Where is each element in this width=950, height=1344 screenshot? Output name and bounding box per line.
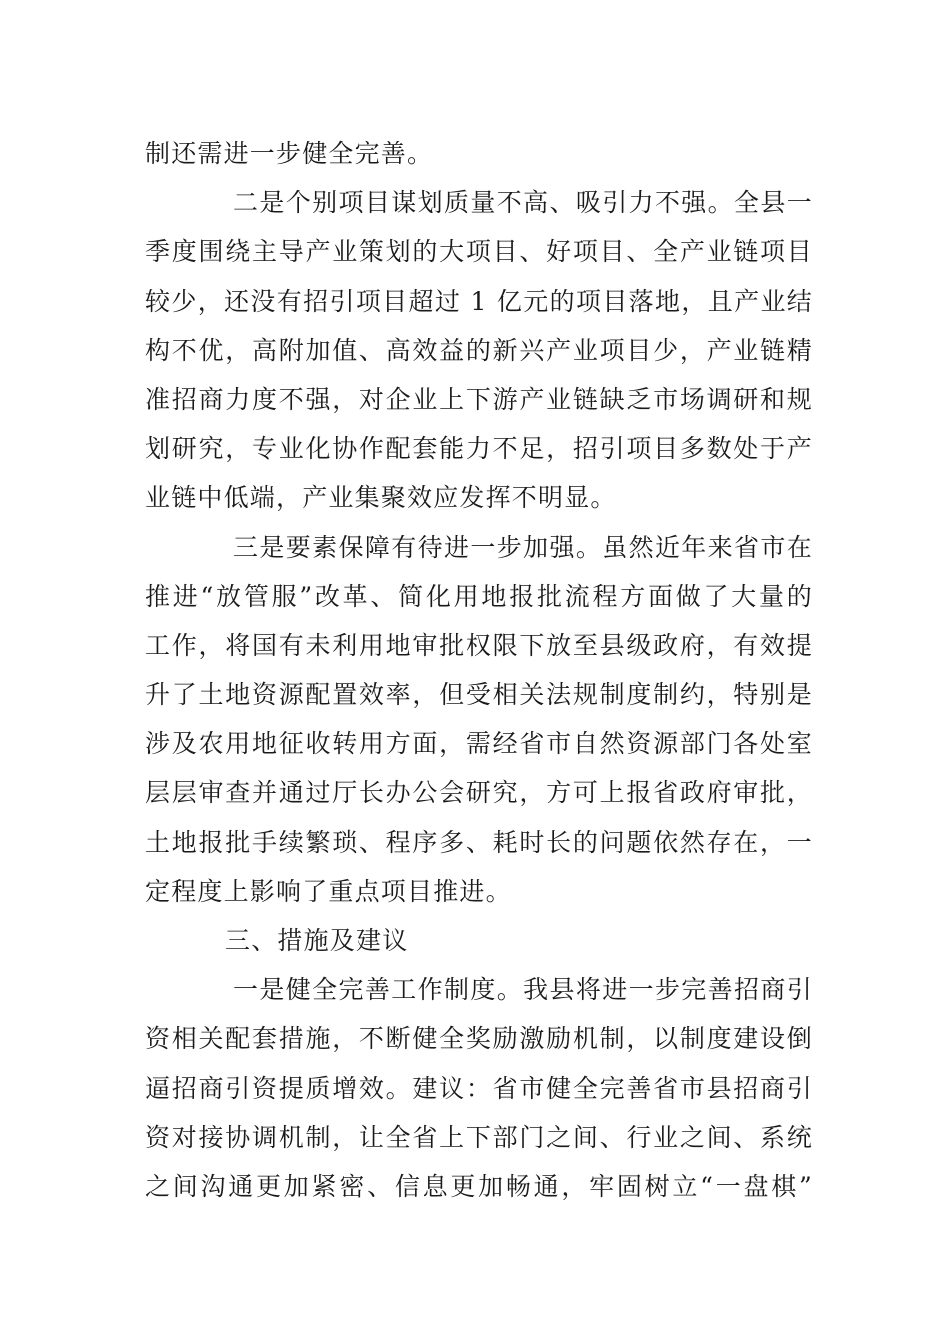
paragraph-line: 较少，还没有招引项目超过 1 亿元的项目落地，且产业结 bbox=[145, 286, 813, 316]
paragraph-line: 制还需进一步健全完善。 bbox=[145, 139, 434, 168]
paragraph-line: 定程度上影响了重点项目推进。 bbox=[145, 876, 512, 906]
paragraph-line: 逼招商引资提质增效。建议：省市健全完善省市县招商引 bbox=[145, 1073, 813, 1103]
paragraph-line: 土地报批手续繁琐、程序多、耗时长的问题依然存在，一 bbox=[145, 827, 813, 857]
section-heading: 三、措施及建议 bbox=[225, 926, 409, 955]
paragraph-line: 资相关配套措施，不断健全奖励激励机制，以制度建设倒 bbox=[145, 1024, 813, 1054]
paragraph-line: 层层审查并通过厅长办公会研究，方可上报省政府审批， bbox=[145, 778, 813, 808]
paragraph-line: 之间沟通更加紧密、信息更加畅通，牢固树立“一盘棋” bbox=[145, 1171, 813, 1201]
paragraph-line: 一是健全完善工作制度。我县将进一步完善招商引 bbox=[233, 975, 813, 1005]
paragraph-line: 划研究，专业化协作配套能力不足，招引项目多数处于产 bbox=[145, 434, 813, 464]
paragraph-line: 三是要素保障有待进一步加强。虽然近年来省市在 bbox=[233, 532, 813, 562]
document-body bbox=[145, 129, 813, 1211]
paragraph-line: 二是个别项目谋划质量不高、吸引力不强。全县一 bbox=[233, 188, 813, 218]
paragraph-line: 推进“放管服”改革、简化用地报批流程方面做了大量的 bbox=[145, 581, 813, 611]
paragraph-line: 业链中低端，产业集聚效应发挥不明显。 bbox=[145, 483, 617, 513]
paragraph-line: 升了土地资源配置效率，但受相关法规制度制约，特别是 bbox=[145, 680, 813, 710]
paragraph-line: 涉及农用地征收转用方面，需经省市自然资源部门各处室 bbox=[145, 729, 813, 759]
paragraph-line: 季度围绕主导产业策划的大项目、好项目、全产业链项目 bbox=[145, 237, 813, 267]
paragraph-line: 资对接协调机制，让全省上下部门之间、行业之间、系统 bbox=[145, 1122, 813, 1152]
paragraph-line: 工作，将国有未利用地审批权限下放至县级政府，有效提 bbox=[145, 630, 813, 660]
paragraph-line: 构不优，高附加值、高效益的新兴产业项目少，产业链精 bbox=[145, 335, 813, 365]
paragraph-line: 准招商力度不强，对企业上下游产业链缺乏市场调研和规 bbox=[145, 384, 813, 414]
